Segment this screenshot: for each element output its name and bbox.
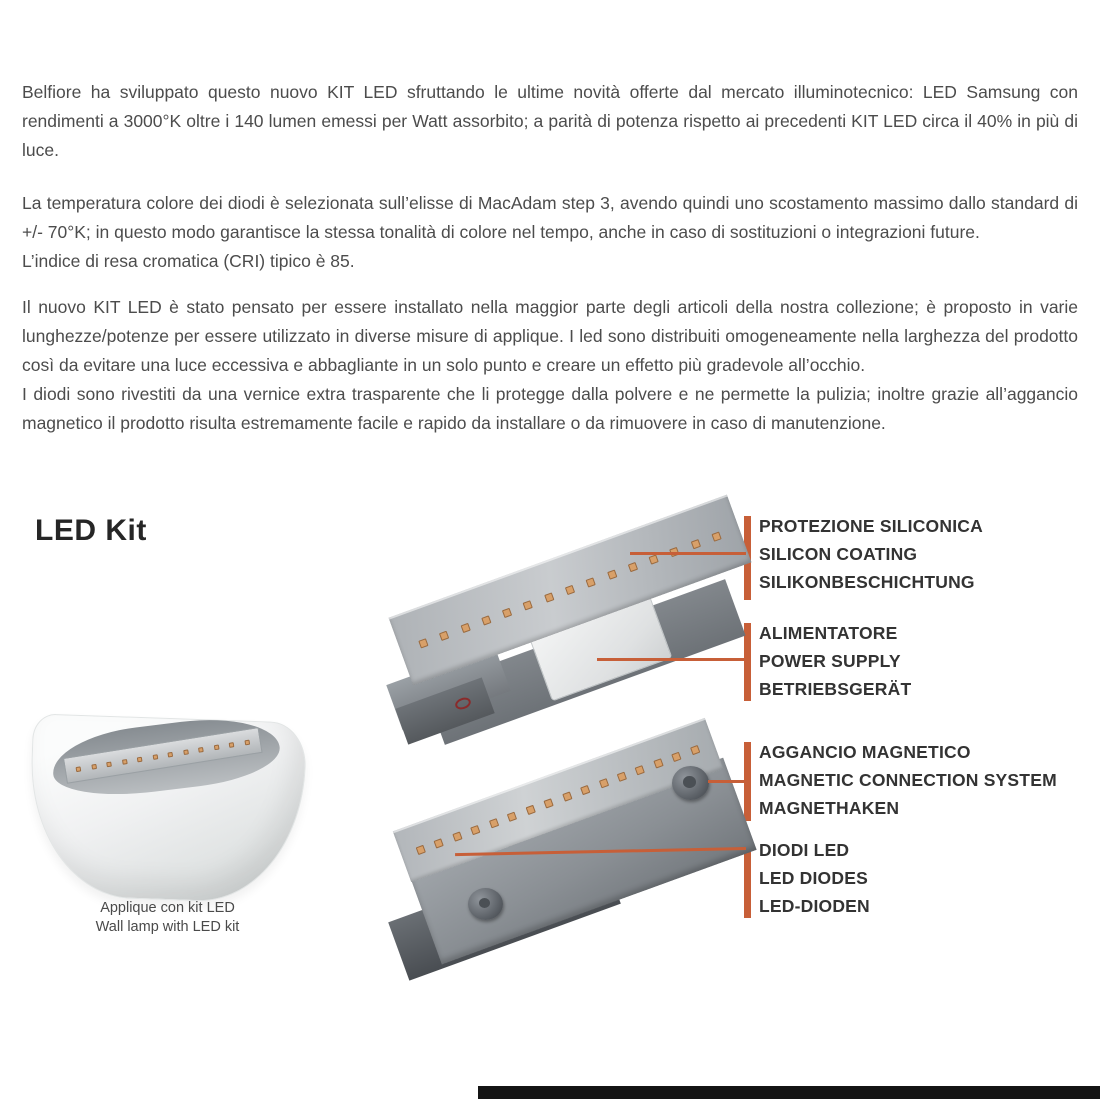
led-diode <box>106 761 112 767</box>
led-diode <box>244 739 250 745</box>
led-diode <box>653 758 663 768</box>
callout-line-en: POWER SUPPLY <box>759 651 901 671</box>
led-diode <box>121 759 127 765</box>
paragraph-1: Belfiore ha sviluppato questo nuovo KIT LED sfruttando le ultime novità offerte dal mercato illuminotecnico: LED Samsung con rendimenti a 3000°K oltre i 140 lumen emessi per Watt assorbito; a parità di potenza rispetto ai precedenti KIT LED circa il 40% in più di luce. <box>22 82 1078 160</box>
led-diode <box>672 752 682 762</box>
led-diode <box>649 554 659 564</box>
callout-line-en: SILICON COATING <box>759 544 918 564</box>
led-diode <box>183 749 189 755</box>
paragraph-2-cri-line: L’indice di resa cromatica (CRI) tipico è 85. <box>22 251 355 271</box>
callout-line-it: ALIMENTATORE <box>759 623 898 643</box>
led-diode <box>562 792 572 802</box>
led-diode <box>229 742 235 748</box>
callout-line-de: LED-DIODEN <box>759 896 870 916</box>
led-diode <box>607 570 617 580</box>
leader-line-alimentatore <box>597 658 746 661</box>
leader-line-protezione <box>630 552 746 555</box>
led-diode <box>452 832 462 842</box>
led-module-magnetic-photo <box>380 720 780 990</box>
paragraph-3: Il nuovo KIT LED è stato pensato per essere installato nella maggior parte degli articoli della nostra collezione; è proposto in varie lunghezze/potenze per essere utilizzato in diverse misure di applique. I led sono distribuiti omogeneamente nella larghezza del prodotto così da evitare una luce eccessiva e abbagliante in un solo punto e creare un effetto più gradevole all’occhio. <box>22 297 1078 375</box>
led-diode <box>690 539 700 549</box>
leader-line-aggancio <box>708 780 746 783</box>
led-diode <box>580 785 590 795</box>
wall-lamp-caption-line-1: Applique con kit LED <box>100 900 235 916</box>
led-diode <box>168 751 174 757</box>
led-diode <box>523 600 533 610</box>
led-diode <box>565 585 575 595</box>
led-diode <box>91 763 97 769</box>
led-diode <box>481 615 491 625</box>
callout-line-de: SILIKONBESCHICHTUNG <box>759 572 975 592</box>
led-diode <box>598 778 608 788</box>
callout-line-it: AGGANCIO MAGNETICO <box>759 742 971 762</box>
led-diode <box>416 845 426 855</box>
led-diode <box>586 577 596 587</box>
led-diode <box>152 754 158 760</box>
led-diode <box>460 623 470 633</box>
led-diode <box>137 756 143 762</box>
footer-bar <box>478 1086 1100 1099</box>
magnet-icon <box>672 766 709 800</box>
magnet-icon <box>468 888 503 920</box>
callout-line-de: BETRIEBSGERÄT <box>759 679 912 699</box>
led-diode <box>711 532 721 542</box>
led-diode <box>198 746 204 752</box>
led-diode <box>617 772 627 782</box>
wall-lamp-caption <box>60 899 275 937</box>
led-diode <box>507 812 517 822</box>
callout-line-it: DIODI LED <box>759 840 850 860</box>
led-diode <box>75 766 81 772</box>
led-diode <box>628 562 638 572</box>
callout-line-en: MAGNETIC CONNECTION SYSTEM <box>759 770 1057 790</box>
page-title: LED Kit <box>35 514 147 547</box>
led-diode <box>489 818 499 828</box>
paragraph-2: La temperatura colore dei diodi è selezionata sull’elisse di MacAdam step 3, avendo quindi uno scostamento massimo dallo standard di +/- 70°K; in questo modo garantisce la stessa tonalità di colore nel tempo, anche in caso di sostituzioni o integrazioni future. <box>22 193 1078 242</box>
wall-lamp-caption-line-2: Wall lamp with LED kit <box>95 919 240 935</box>
led-diode <box>525 805 535 815</box>
led-diode <box>418 638 428 648</box>
intro-text-block <box>22 78 1078 438</box>
callout-line-en: LED DIODES <box>759 868 868 888</box>
paragraph-4: I diodi sono rivestiti da una vernice extra trasparente che li protegge dalla polvere e ne permette la pulizia; inoltre grazie all’aggancio magnetico il prodotto risulta estremamente facile e rapido da installare o da rimuovere in caso di manutenzione. <box>22 384 1078 433</box>
callout-line-it: PROTEZIONE SILICONICA <box>759 516 983 536</box>
led-diode <box>544 798 554 808</box>
led-diode <box>635 765 645 775</box>
led-diode <box>434 838 444 848</box>
callout-line-de: MAGNETHAKEN <box>759 798 900 818</box>
led-diode <box>690 745 700 755</box>
led-diode <box>471 825 481 835</box>
led-module-open-photo <box>385 492 765 742</box>
led-diode <box>439 631 449 641</box>
led-diode <box>502 608 512 618</box>
led-diode <box>214 744 220 750</box>
led-diode <box>544 593 554 603</box>
